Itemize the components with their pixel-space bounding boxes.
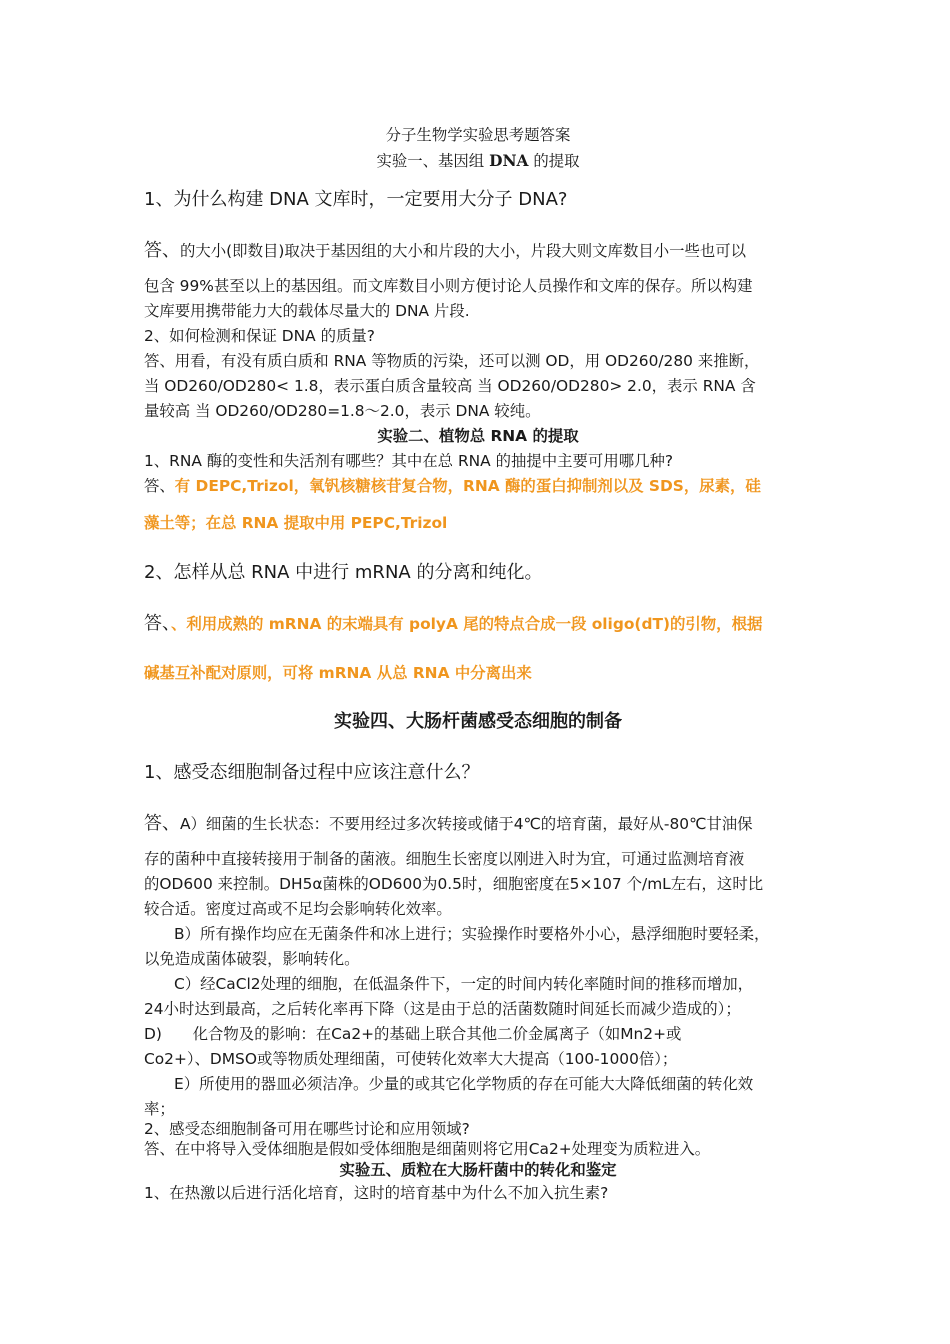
answer-text: 的大小(即数目)取决于基因组的大小和片段的大小，片段大则文库数目小一些也可以 bbox=[180, 242, 747, 260]
experiment-2-heading: 实验二、植物总 RNA 的提取 bbox=[377, 427, 579, 445]
experiment-1-heading bbox=[144, 149, 812, 173]
question-1-1: 1、为什么构建 DNA 文库时，一定要用大分子 DNA? bbox=[144, 189, 568, 210]
answer-4-1-item-e-2: 率； bbox=[144, 1100, 175, 1118]
answer-highlight: 、利用成熟的 mRNA 的末端具有 polyA 尾的特点合成一段 oligo(dT)的引物，根据 bbox=[171, 615, 763, 633]
answer-1-2-line-3: 量较高 当 OD260/OD280=1.8～2.0，表示 DNA 较纯。 bbox=[144, 402, 541, 420]
answer-1-2-line-2: 当 OD260/OD280< 1.8，表示蛋白质含量较高 当 OD260/OD280> 2.0，表示 RNA 含 bbox=[144, 377, 756, 395]
answer-4-1-line-4: 较合适。密度过高或不足均会影响转化效率。 bbox=[144, 900, 452, 918]
answer-4-1-line-3: 的OD600 来控制。DH5α菌株的OD600为0.5时，细胞密度在5×107 个/mL左右，这时比 bbox=[144, 875, 764, 893]
answer-4-1-item-c-1: C）经CaCl2处理的细胞，在低温条件下，一定的时间内转化率随时间的推移而增加， bbox=[174, 975, 754, 993]
answer-2-1-line-1 bbox=[144, 474, 812, 498]
answer-4-1-item-c-2: 24小时达到最高，之后转化率再下降（这是由于总的活菌数随时间延长而减少造成的）； bbox=[144, 1000, 741, 1018]
answer-4-1-line-1 bbox=[144, 811, 812, 837]
experiment-4-heading: 实验四、大肠杆菌感受态细胞的制备 bbox=[334, 711, 622, 732]
experiment-1-heading-post: 的提取 bbox=[528, 152, 580, 170]
answer-1-2-line-1: 答、用看，有没有质白质和 RNA 等物质的污染，还可以测 OD，用 OD260/280 来推断， bbox=[144, 352, 760, 370]
answer-2-2-line-2: 碱基互补配对原则，可将 mRNA 从总 RNA 中分离出来 bbox=[144, 664, 532, 682]
answer-4-1-item-b-2: 以免造成菌体破裂，影响转化。 bbox=[144, 950, 360, 968]
question-4-1: 1、感受态细胞制备过程中应该注意什么？ bbox=[144, 762, 480, 783]
experiment-5-heading: 实验五、质粒在大肠杆菌中的转化和鉴定 bbox=[339, 1161, 617, 1179]
question-1-2: 2、如何检测和保证 DNA 的质量? bbox=[144, 327, 375, 345]
answer-2-2-line-1 bbox=[144, 611, 812, 637]
question-2-2: 2、怎样从总 RNA 中进行 mRNA 的分离和纯化。 bbox=[144, 562, 543, 583]
question-4-2: 2、感受态细胞制备可用在哪些讨论和应用领域? bbox=[144, 1120, 470, 1138]
question-2-1: 1、RNA 酶的变性和失活剂有哪些？其中在总 RNA 的抽提中主要可用哪几种? bbox=[144, 452, 674, 470]
answer-4-1-item-e-1: E）所使用的器皿必须洁净。少量的或其它化学物质的存在可能大大降低细菌的转化效 bbox=[174, 1075, 754, 1093]
answer-1-1-line-2: 包含 99%甚至以上的基因组。而文库数目小则方便讨论人员操作和文库的保存。所以构建 bbox=[144, 277, 753, 295]
answer-prefix: 答、 bbox=[144, 240, 180, 261]
answer-prefix: 答、 bbox=[144, 813, 180, 834]
experiment-1-heading-pre: 实验一、基因组 bbox=[376, 152, 490, 170]
answer-2-1-line-2: 藻土等；在总 RNA 提取中用 PEPC,Trizol bbox=[144, 514, 448, 532]
answer-text: A）细菌的生长状态：不要用经过多次转接或储于4℃的培育菌，最好从-80℃甘油保 bbox=[180, 815, 753, 833]
answer-4-1-item-d-1: D) 化合物及的影响：在Ca2+的基础上联合其他二价金属离子（如Mn2+或 bbox=[144, 1025, 682, 1043]
question-5-1: 1、在热激以后进行活化培育，这时的培育基中为什么不加入抗生素? bbox=[144, 1184, 609, 1202]
answer-4-2: 答、在中将导入受体细胞是假如受体细胞是细菌则将它用Ca2+处理变为质粒进入。 bbox=[144, 1140, 711, 1158]
answer-1-1-line-1 bbox=[144, 238, 812, 264]
answer-highlight: 有 DEPC,Trizol，氧钒核糖核苷复合物，RNA 酶的蛋白抑制剂以及 SDS，尿素，硅 bbox=[174, 477, 761, 495]
answer-prefix: 答、 bbox=[144, 613, 171, 634]
answer-4-1-item-d-2: Co2+）、DMSO或等物质处理细菌，可使转化效率大大提高（100-1000倍）； bbox=[144, 1050, 678, 1068]
answer-prefix: 答、 bbox=[144, 477, 175, 495]
answer-4-1-line-2: 存的菌种中直接转接用于制备的菌液。细胞生长密度以刚进入时为宜，可通过监测培育液 bbox=[144, 850, 745, 868]
answer-4-1-item-b-1: B）所有操作均应在无菌条件和冰上进行；实验操作时要格外小心，悬浮细胞时要轻柔， bbox=[174, 925, 770, 943]
answer-1-1-line-3: 文库要用携带能力大的载体尽量大的 DNA 片段. bbox=[144, 302, 470, 320]
document-title: 分子生物学实验思考题答案 bbox=[385, 126, 571, 144]
experiment-1-heading-dna: DNA bbox=[489, 152, 529, 170]
